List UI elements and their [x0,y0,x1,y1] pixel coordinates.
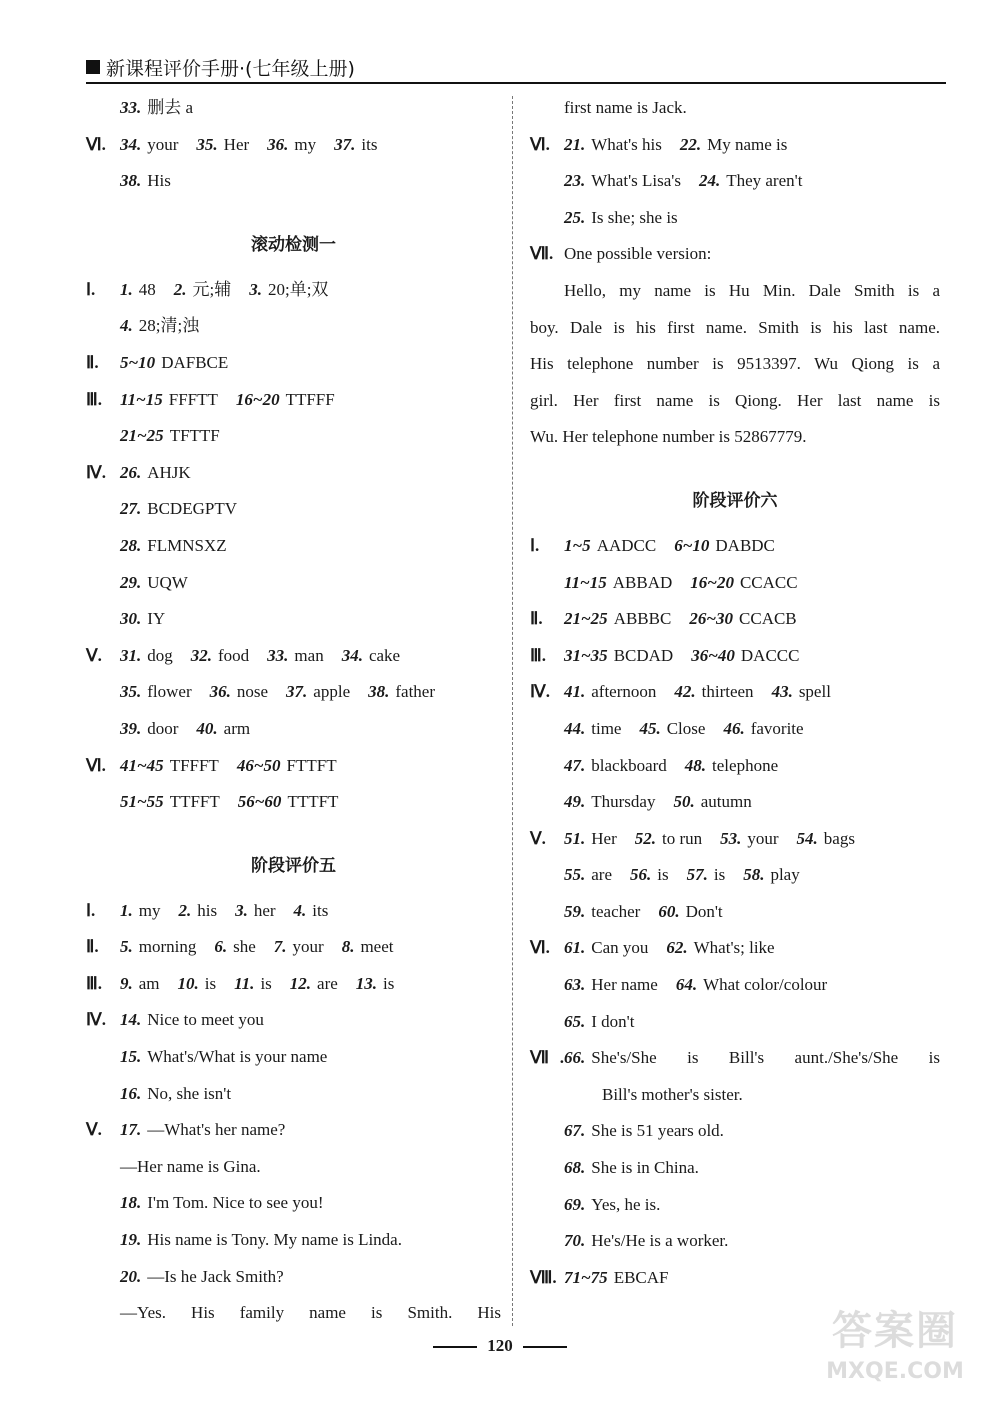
question-number: 70. [564,1231,586,1251]
answer-line [86,528,501,565]
question-number: 3. [249,279,262,299]
question-number: 16~20 [690,572,734,592]
answer-text: TTFFT [169,792,220,812]
question-number: 35. [120,682,142,702]
answer-text: FLMNSXZ [147,535,227,555]
answer-text: She is in China. [591,1158,699,1178]
answer-text: BCDEGPTV [147,499,237,519]
answer-text: nose [236,682,269,702]
answer-line [86,163,501,200]
header-rule [86,82,946,84]
answer-text: food [218,645,250,665]
question-number: 6. [214,937,228,957]
answer-line [86,1295,501,1332]
answer-text: is [713,865,726,885]
answer-text: He's/He is a worker. [591,1231,729,1251]
question-number: 51~55 [120,792,164,812]
answer-text: are [317,973,338,993]
question-number: 27. [120,499,142,519]
answer-text: door [147,718,179,738]
roman-numeral: Ⅰ. [530,535,540,555]
answer-text: bags [823,828,855,848]
answer-text: thirteen [701,682,754,702]
question-number: 14. [120,1010,142,1030]
question-number: 65. [564,1011,586,1031]
question-number: 16. [120,1083,142,1103]
answer-line [86,966,501,1003]
answer-text: afternoon [591,682,657,702]
answer-text: is [260,973,272,993]
answer-line [86,565,501,602]
question-number: 11~15 [564,572,607,592]
answer-text: FTTFT [286,755,337,775]
roman-numeral: Ⅶ. [530,244,554,264]
question-number: 50. [673,792,695,812]
answer-line [86,1076,501,1113]
roman-numeral: Ⅵ. [86,134,106,154]
roman-numeral: Ⅵ. [530,938,550,958]
answer-text: Is she; she is [591,207,678,227]
question-number: 45. [639,718,661,738]
answer-text: She is 51 years old. [591,1121,724,1141]
answer-text: Close [666,718,706,738]
question-number: 44. [564,718,586,738]
answer-text: your [147,134,179,154]
answer-text: is [383,973,395,993]
roman-numeral: Ⅴ. [530,828,546,848]
answer-line [530,163,940,200]
answer-text: 28;清;浊 [138,316,200,336]
answer-line [530,711,940,748]
question-number: 60. [658,901,680,921]
header-grade: (七年级上册) [245,57,355,80]
question-number: 28. [120,535,142,555]
header-block-icon [86,60,100,74]
answer-line [86,272,501,309]
question-number: 48. [684,755,707,775]
answer-line [530,1077,940,1114]
question-number: 54. [796,828,818,848]
question-number: 22. [679,134,702,154]
answer-text: Nice to meet you [147,1010,264,1030]
question-number: 11~15 [120,389,163,409]
question-number: 38. [368,682,390,702]
question-number: 1~5 [564,535,591,555]
question-number: 36. [209,682,231,702]
page-number: 120 [487,1336,513,1355]
question-number: 26~30 [689,609,734,629]
question-number: 41. [564,682,586,702]
page-header [86,52,946,82]
answer-line [530,638,940,675]
watermark-logo [820,1305,970,1400]
question-number: 56. [630,865,652,885]
question-number: 21~25 [564,609,608,629]
header-title: 新课程评价手册· [106,57,246,80]
answer-line [530,1004,940,1041]
answer-text: BCDAD [613,645,674,665]
answer-text: One possible version: [564,244,712,264]
answer-line [530,784,940,821]
column-divider [512,96,513,1326]
question-number: 37. [286,682,308,702]
answer-text: its [361,134,378,154]
answer-line [530,1150,940,1187]
answer-line [86,127,501,164]
answer-line [530,236,940,273]
answer-text: spell [798,682,831,702]
question-number: 33. [267,645,289,665]
answer-text: DABDC [715,535,775,555]
answer-text: her [253,900,276,920]
question-number: 5~10 [120,352,156,372]
answer-text: CCACC [739,572,798,592]
roman-numeral: Ⅴ. [86,1120,102,1140]
answer-line [530,565,940,602]
answer-line [530,930,940,967]
question-number: 25. [564,207,586,227]
question-number: 9. [120,973,133,993]
answer-text: cake [368,645,401,665]
answer-continuation: first name is Jack. [564,98,687,117]
answer-line [530,1187,940,1224]
answer-text: autumn [700,792,752,812]
answer-text: —Is he Jack Smith? [147,1266,284,1286]
question-number: 21. [564,134,586,154]
question-number: 53. [720,828,742,848]
question-number: 24. [698,171,721,191]
answer-text: your [747,828,779,848]
question-number: 19. [120,1230,142,1250]
essay-line: Wu. Her telephone number is 52867779. [530,427,807,447]
answer-text: time [591,718,622,738]
answer-line [86,455,501,492]
question-number: 2. [173,279,187,299]
answer-text: TTTFT [287,792,339,812]
question-number: 4. [120,316,133,336]
answer-text: teacher [591,901,641,921]
watermark-text: 答案圈 [832,1308,958,1354]
answer-text: What's; like [693,938,775,958]
question-number: 57. [686,865,708,885]
answer-text: DAFBCE [161,352,229,372]
roman-numeral: Ⅲ. [530,645,546,665]
section-title: 阶段评价六 [692,490,778,511]
answer-text: She's/She is Bill's aunt./She's/She is [591,1048,940,1068]
question-number: 55. [564,865,586,885]
answer-text: TFTTF [169,426,220,446]
answer-text: Don't [685,901,723,921]
question-number: 13. [355,973,378,993]
question-number: 40. [196,718,218,738]
answer-text: 48 [138,279,156,299]
question-number: 68. [564,1158,586,1178]
answer-text: ABBBC [613,609,672,629]
answer-text: Her [591,828,617,848]
answer-line [86,1185,501,1222]
answer-text: I don't [591,1011,635,1031]
essay-line: boy. Dale is his first name. Smith is his last name. [530,317,940,337]
question-number: 64. [675,975,698,995]
question-number: 36~40 [691,645,735,665]
answer-text: AHJK [147,462,191,482]
question-number: 51. [564,828,586,848]
answer-text: His name is Tony. My name is Linda. [147,1230,402,1250]
answer-text: They aren't [726,171,803,191]
question-number: 39. [120,718,142,738]
question-number: 63. [564,975,586,995]
question-number: 69. [564,1194,586,1214]
section-title: 阶段评价五 [251,855,336,876]
essay-line: Hello, my name is Hu Min. Dale Smith is a [564,280,940,300]
question-number: 15. [120,1047,142,1067]
answer-text: CCACB [739,609,797,629]
answer-text: meet [360,937,394,957]
answer-text: My name is [707,134,788,154]
question-number: 49. [564,792,586,812]
question-number: 62. [666,938,688,958]
answer-text: 20;单;双 [267,279,329,299]
answer-text: What's his [591,134,662,154]
answer-text: are [591,865,613,885]
answer-line [530,1223,940,1260]
answer-line [530,1040,940,1077]
answer-line [530,857,940,894]
right-column [530,90,940,1296]
answer-text: Her [223,134,250,154]
answer-text: she [233,937,256,957]
question-number: 46. [723,718,745,738]
question-number: 1. [120,900,133,920]
answer-text: AADCC [596,535,657,555]
answer-line [86,418,501,455]
answer-text: dog [147,645,173,665]
essay-line: girl. Her first name is Qiong. Her last name is [530,390,940,410]
answer-text: his [197,900,218,920]
answer-text: What color/colour [703,975,828,995]
question-number: 5. [120,937,133,957]
answer-text: telephone [712,755,779,775]
answer-text: Yes, he is. [591,1194,661,1214]
answer-text: —What's her name? [147,1120,286,1140]
question-number: 66. [564,1048,586,1068]
answer-line [530,601,940,638]
answer-line [86,1039,501,1076]
roman-numeral: Ⅵ. [530,134,550,154]
answer-text: favorite [750,718,804,738]
answer-line [530,1260,940,1297]
answer-text: morning [138,937,197,957]
answer-text: FFFTT [168,389,218,409]
question-number: 52. [634,828,656,848]
question-number: 36. [267,134,289,154]
answer-text: Her name [591,975,658,995]
question-number: 46~50 [236,755,281,775]
question-number: 11. [234,973,255,993]
question-number: 16~20 [235,389,280,409]
roman-numeral: Ⅵ. [86,755,106,775]
roman-numeral: Ⅱ. [86,937,99,957]
roman-numeral: Ⅶ. [530,1048,564,1068]
question-number: 35. [196,134,218,154]
answer-text: EBCAF [613,1267,669,1287]
answer-line [530,894,940,931]
question-number: 23. [564,171,586,191]
roman-numeral: Ⅳ. [530,682,550,702]
roman-numeral: Ⅷ. [530,1267,557,1287]
answer-text: His [147,171,171,191]
answer-line [86,1112,501,1149]
answer-line [530,200,940,237]
answer-line [530,1113,940,1150]
roman-numeral: Ⅲ. [86,389,102,409]
answer-text: apple [313,682,351,702]
answer-line [86,638,501,675]
answer-line [530,967,940,1004]
footer-ornament-right [523,1346,567,1348]
question-number: 7. [273,937,287,957]
question-number: 37. [334,134,356,154]
question-number: 67. [564,1121,586,1141]
footer-ornament-left [433,1346,477,1348]
question-number: 10. [177,973,199,993]
question-number: 17. [120,1120,142,1140]
question-number: 34. [120,134,142,154]
answer-continuation: —Her name is Gina. [120,1156,261,1176]
answer-text: Thursday [591,792,656,812]
question-number: 43. [771,682,793,702]
answer-line [530,674,940,711]
question-number: 71~75 [564,1267,608,1287]
roman-numeral: Ⅰ. [86,279,96,299]
answer-text: TTFFF [285,389,335,409]
answer-line [530,90,940,127]
answer-text: DACCC [740,645,800,665]
question-number: 29. [120,572,142,592]
answer-text: man [294,645,324,665]
roman-numeral: Ⅱ. [530,609,543,629]
answer-line [86,601,501,638]
answer-text: my [138,900,161,920]
answer-line [86,90,501,127]
question-number: 42. [674,682,696,702]
question-number: 20. [120,1266,142,1286]
question-number: 31~35 [564,645,608,665]
answer-text: UQW [147,572,188,592]
answer-continuation: —Yes. His family name is Smith. His [120,1303,501,1323]
answer-text: blackboard [591,755,667,775]
answer-line [86,929,501,966]
answer-line [86,345,501,382]
answer-text: its [312,900,329,920]
answer-text: Can you [591,938,649,958]
answer-text: No, she isn't [147,1083,232,1103]
answer-text: father [395,682,436,702]
question-number: 26. [120,462,142,482]
answer-text: am [138,973,160,993]
answer-text: to run [661,828,703,848]
answer-text: What's Lisa's [591,171,681,191]
answer-text: is [657,865,669,885]
answer-line [86,893,501,930]
answer-line [86,308,501,345]
answer-text: IY [147,609,166,629]
roman-numeral: Ⅳ. [86,462,106,482]
question-number: 56~60 [237,792,282,812]
roman-numeral: Ⅰ. [86,900,96,920]
question-number: 33. [120,98,142,117]
answer-continuation: Bill's mother's sister. [602,1084,743,1104]
question-number: 41~45 [120,755,164,775]
question-number: 61. [564,938,586,958]
answer-line [86,711,501,748]
question-number: 3. [235,900,248,920]
question-number: 32. [190,645,212,665]
answer-text: TFFFT [169,755,219,775]
answer-line [86,491,501,528]
answer-line [86,1259,501,1296]
question-number: 2. [178,900,192,920]
question-number: 31. [120,645,142,665]
answer-line [86,1149,501,1186]
answer-line [86,748,501,785]
answer-text: 元;辅 [192,279,232,299]
question-number: 38. [120,171,142,191]
answer-line [86,784,501,821]
answer-text: your [292,937,324,957]
answer-text: I'm Tom. Nice to see you! [147,1193,324,1213]
answer-text: my [294,134,317,154]
left-column [86,90,501,1332]
answer-text: 删去 a [147,98,194,117]
roman-numeral: Ⅲ. [86,973,102,993]
answer-text: flower [147,682,192,702]
answer-text: arm [223,718,251,738]
answer-text: What's/What is your name [147,1047,328,1067]
answer-line [530,528,940,565]
question-number: 12. [289,973,312,993]
answer-line [86,1222,501,1259]
question-number: 6~10 [674,535,710,555]
answer-line [86,1002,501,1039]
section-title: 滚动检测一 [251,234,336,255]
answer-line [530,748,940,785]
answer-line [530,127,940,164]
answer-line [86,382,501,419]
question-number: 30. [120,609,142,629]
question-number: 1. [120,279,133,299]
essay-line: His telephone number is 9513397. Wu Qiong is a [530,354,940,374]
answer-line [530,821,940,858]
roman-numeral: Ⅱ. [86,352,99,372]
question-number: 47. [564,755,586,775]
answer-line [86,674,501,711]
question-number: 34. [341,645,363,665]
question-number: 18. [120,1193,142,1213]
question-number: 59. [564,901,586,921]
question-number: 4. [293,900,307,920]
roman-numeral: Ⅴ. [86,645,102,665]
question-number: 8. [341,937,355,957]
roman-numeral: Ⅳ. [86,1010,106,1030]
answer-text: play [770,865,800,885]
question-number: 21~25 [120,426,164,446]
answer-text: ABBAD [612,572,673,592]
answer-text: is [204,973,217,993]
watermark-domain: MXQE.COM [826,1359,964,1384]
question-number: 58. [743,865,765,885]
